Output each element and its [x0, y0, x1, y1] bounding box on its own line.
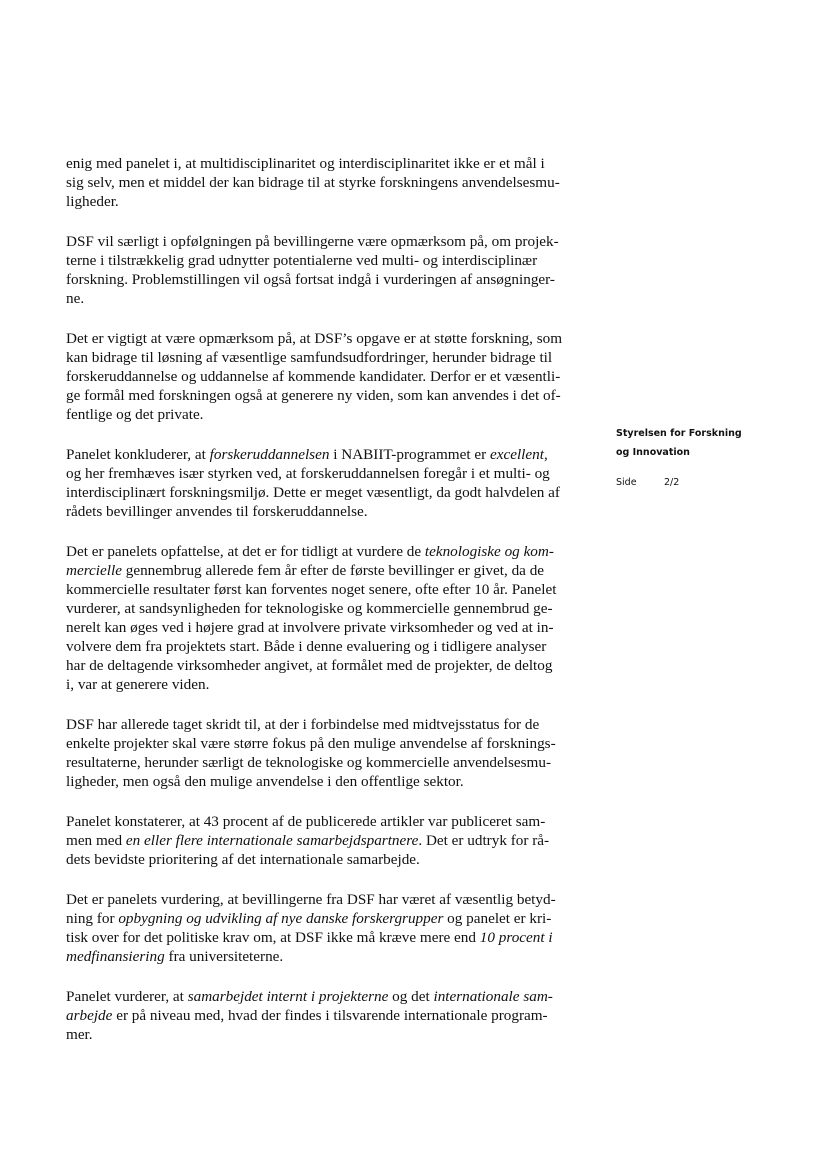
text-line — [66, 270, 588, 289]
page-value: 2/2 — [664, 477, 680, 488]
text-segment: Det er panelets opfattelse, at det er for tidligt at vurdere de — [66, 543, 425, 560]
text-segment: rådets bevillinger anvendes til forskeruddannelse. — [66, 503, 368, 520]
emphasis-text: samarbejdet internt i projekterne — [187, 988, 389, 1005]
text-line — [66, 1006, 588, 1025]
text-segment: interdisciplinært forskningsmiljø. Dette er meget væsentligt, da godt halvdelen af — [66, 484, 560, 501]
emphasis-text: mercielle — [66, 562, 122, 579]
page-number — [616, 477, 816, 488]
text-line — [66, 831, 588, 850]
text-segment: ning for — [66, 910, 119, 927]
text-segment: enkelte projekter skal være større fokus på den mulige anvendelse af forsknings- — [66, 735, 556, 752]
text-line — [66, 987, 588, 1006]
emphasis-text: teknologiske og kom- — [424, 543, 554, 560]
emphasis-text: opbygning og udvikling af nye danske forskergrupper — [118, 910, 444, 927]
organization-name — [616, 424, 816, 462]
text-line — [66, 502, 588, 521]
emphasis-text: internationale sam- — [433, 988, 553, 1005]
text-line — [66, 928, 588, 947]
paragraph — [66, 987, 588, 1044]
text-line — [66, 1025, 588, 1044]
org-line-1: Styrelsen for Forskning — [616, 428, 742, 439]
text-segment: fentlige og det private. — [66, 406, 204, 423]
text-line — [66, 772, 588, 791]
text-line — [66, 542, 588, 561]
text-line — [66, 812, 588, 831]
text-segment: Det er vigtigt at være opmærksom på, at DSF’s opgave er at støtte forskning, som — [66, 330, 563, 347]
text-segment: men med — [66, 832, 126, 849]
text-segment: mer. — [66, 1026, 93, 1043]
text-line — [66, 251, 588, 270]
text-line — [66, 192, 588, 211]
text-segment: Panelet konkluderer, at — [66, 446, 210, 463]
text-segment: DSF har allerede taget skridt til, at der i forbindelse med midtvejsstatus for de — [66, 716, 540, 733]
text-line — [66, 947, 588, 966]
text-segment: Panelet konstaterer, at 43 procent af de publicerede artikler var publiceret sam- — [66, 813, 546, 830]
text-line — [66, 483, 588, 502]
emphasis-text: 10 procent i — [479, 929, 553, 946]
text-segment: og panelet er kri- — [443, 910, 552, 927]
text-line — [66, 154, 588, 173]
sidebar — [616, 424, 816, 488]
text-segment: Panelet vurderer, at — [66, 988, 188, 1005]
text-segment: , — [543, 446, 548, 463]
text-segment: er på niveau med, hvad der findes i tilsvarende internationale program- — [112, 1007, 548, 1024]
text-segment: sig selv, men et middel der kan bidrage til at styrke forskningens anvendelsesmu- — [66, 174, 560, 191]
text-line — [66, 367, 588, 386]
emphasis-text: medfinansiering — [66, 948, 165, 965]
text-segment: ligheder, men også den mulige anvendelse i den offentlige sektor. — [66, 773, 464, 790]
emphasis-text: arbejde — [66, 1007, 113, 1024]
text-segment: ligheder. — [66, 193, 119, 210]
text-line — [66, 656, 588, 675]
text-line — [66, 561, 588, 580]
text-segment: Det er panelets vurdering, at bevillingerne fra DSF har været af væsentlig betyd- — [66, 891, 556, 908]
text-segment: vurderer, at sandsynligheden for teknologiske og kommercielle gennembrud ge- — [66, 600, 553, 617]
text-line — [66, 329, 588, 348]
text-segment: i NABIIT-programmet er — [329, 446, 490, 463]
paragraph — [66, 542, 588, 694]
text-line — [66, 405, 588, 424]
text-segment: . Det er udtryk for rå- — [418, 832, 550, 849]
emphasis-text: excellent — [489, 446, 544, 463]
text-segment: har de deltagende virksomheder angivet, at formålet med de projekter, de deltog — [66, 657, 553, 674]
paragraph — [66, 329, 588, 424]
text-segment: og det — [388, 988, 434, 1005]
text-segment: forskning. Problemstillingen vil også fortsat indgå i vurderingen af ansøgninger- — [66, 271, 555, 288]
text-line — [66, 637, 588, 656]
emphasis-text: en eller flere internationale samarbejdspartnere — [125, 832, 419, 849]
text-segment: tisk over for det politiske krav om, at DSF ikke må kræve mere end — [66, 929, 480, 946]
text-segment: dets bevidste prioritering af det internationale samarbejde. — [66, 851, 420, 868]
text-segment: forskeruddannelse og uddannelse af kommende kandidater. Derfor er et væsentli- — [66, 368, 561, 385]
emphasis-text: forskeruddannelsen — [209, 446, 330, 463]
text-line — [66, 580, 588, 599]
page-label: Side — [616, 477, 637, 488]
text-line — [66, 909, 588, 928]
text-segment: kommercielle resultater først kan forventes noget senere, ofte efter 10 år. Panelet — [66, 581, 557, 598]
text-segment: fra universiteterne. — [164, 948, 284, 965]
text-line — [66, 890, 588, 909]
text-segment: DSF vil særligt i opfølgningen på bevillingerne være opmærksom på, om projek- — [66, 233, 559, 250]
text-line — [66, 464, 588, 483]
text-line — [66, 850, 588, 869]
text-segment: terne i tilstrækkelig grad udnytter potentialerne ved multi- og interdisciplinær — [66, 252, 538, 269]
paragraph — [66, 445, 588, 521]
text-line — [66, 599, 588, 618]
text-segment: nerelt kan øges ved i højere grad at involvere private virksomheder og ved at in- — [66, 619, 554, 636]
text-line — [66, 753, 588, 772]
body-text — [66, 154, 588, 1065]
text-segment: gennembrug allerede fem år efter de første bevillinger er givet, da de — [121, 562, 545, 579]
text-segment: ne. — [66, 290, 85, 307]
text-segment: ge formål med forskningen også at generere ny viden, som kan anvendes i det of- — [66, 387, 561, 404]
text-line — [66, 445, 588, 464]
text-line — [66, 734, 588, 753]
org-line-2: og Innovation — [616, 447, 690, 458]
text-segment: og her fremhæves især styrken ved, at forskeruddannelsen foregår i et multi- og — [66, 465, 550, 482]
text-line — [66, 348, 588, 367]
text-line — [66, 715, 588, 734]
text-line — [66, 386, 588, 405]
paragraph — [66, 812, 588, 869]
text-line — [66, 618, 588, 637]
paragraph — [66, 890, 588, 966]
text-line — [66, 289, 588, 308]
paragraph — [66, 715, 588, 791]
text-line — [66, 675, 588, 694]
text-segment: kan bidrage til løsning af væsentlige samfundsudfordringer, herunder bidrage til — [66, 349, 553, 366]
text-line — [66, 232, 588, 251]
text-segment: enig med panelet i, at multidisciplinaritet og interdisciplinaritet ikke er et mål i — [66, 155, 545, 172]
text-segment: i, var at generere viden. — [66, 676, 210, 693]
paragraph — [66, 154, 588, 211]
text-segment: volvere dem fra projektets start. Både i denne evaluering og i tidligere analyser — [66, 638, 547, 655]
text-line — [66, 173, 588, 192]
text-segment: resultaterne, herunder særligt de teknologiske og kommercielle anvendelsesmu- — [66, 754, 552, 771]
paragraph — [66, 232, 588, 308]
